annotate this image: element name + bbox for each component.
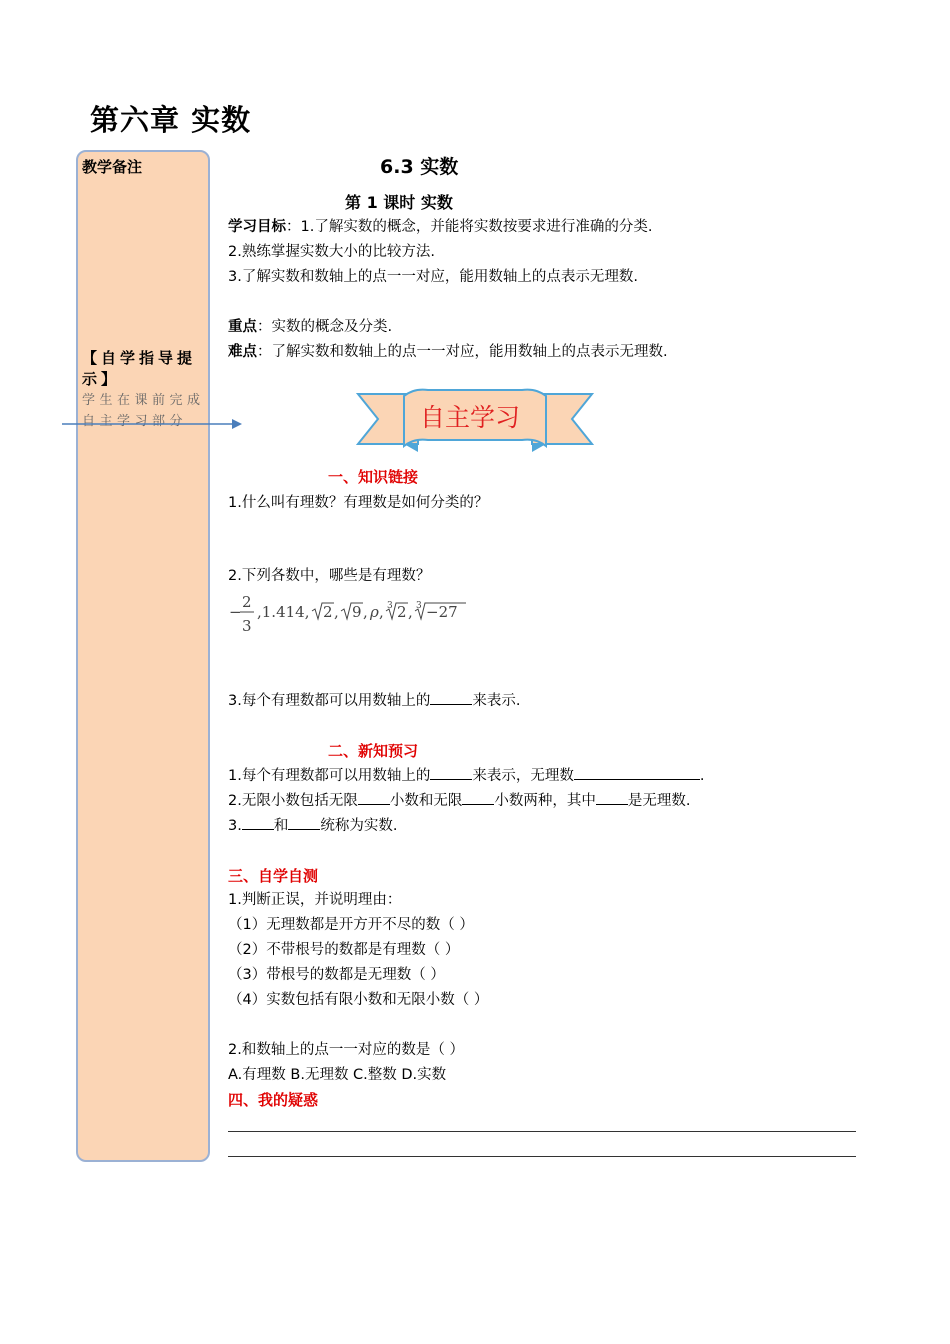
answer-line[interactable] [228,1156,856,1157]
svg-text:ρ: ρ [370,603,379,621]
part1-question-3 [228,690,520,712]
part1-heading: 一、知识链接 [328,468,419,486]
lesson-title: 第 1 课时 实数 [345,193,453,212]
svg-text:,1.414,: ,1.414, [257,603,310,621]
svg-text:−: − [229,603,242,621]
section-title: 6.3 实数 [380,156,459,178]
svg-text:,: , [408,603,413,621]
part2-heading: 二、新知预习 [328,742,419,760]
difficulty-label: 难点 [228,344,257,360]
part2-q2-part-d: 是无理数. [627,793,691,809]
true-false-statement-4: （4）实数包括有限小数和无限小数（ ） [228,992,489,1008]
fill-in-blank[interactable] [242,815,274,830]
fill-in-blank[interactable] [288,815,320,830]
svg-text:2: 2 [323,603,333,621]
part2-q1-end: . [699,768,705,784]
true-false-statement-1: （1）无理数都是开方开不尽的数（ ） [228,917,474,933]
part1-q3-end: 来表示. [472,693,521,709]
part2-q2-part-a: 2.无限小数包括无限 [228,793,358,809]
number-list-formula [228,590,488,636]
objective-2: 2.熟练掌握实数大小的比较方法. [228,244,435,260]
fill-in-blank[interactable] [574,765,700,780]
part2-q3-part-b: 和 [273,818,289,834]
part2-q3-part-a: 3. [228,818,242,834]
part2-q1-start: 1.每个有理数都可以用数轴上的 [228,768,431,784]
difficulty-text: ：了解实数和数轴上的点一一对应，能用数轴上的点表示无理数. [257,344,668,360]
teaching-notes-heading: 教学备注 [82,158,143,176]
svg-text:9: 9 [352,603,362,621]
svg-text:,: , [334,603,339,621]
part2-q2-part-c: 小数两种，其中 [494,793,596,809]
true-false-statement-3: （3）带根号的数都是无理数（ ） [228,967,445,983]
fill-in-blank[interactable] [462,790,494,805]
arrow-right-icon [62,417,242,431]
answer-line[interactable] [228,1131,856,1132]
fill-in-blank[interactable] [358,790,390,805]
objective-1 [228,216,652,238]
fill-in-blank[interactable] [596,790,628,805]
svg-text:3: 3 [242,617,252,635]
part2-q2-part-b: 小数和无限 [389,793,463,809]
part1-q3-start: 3.每个有理数都可以用数轴上的 [228,693,431,709]
svg-text:−27: −27 [426,603,458,621]
svg-text:,: , [379,603,384,621]
key-point-label: 重点 [228,319,257,335]
part1-question-2: 2.下列各数中，哪些是有理数？ [228,568,431,584]
answer-options: A.有理数 B.无理数 C.整数 D.实数 [228,1067,447,1083]
objective-3: 3.了解实数和数轴上的点一一对应，能用数轴上的点表示无理数. [228,269,638,285]
chapter-title: 第六章 实数 [90,103,252,137]
part1-question-1: 1.什么叫有理数？有理数是如何分类的？ [228,495,489,511]
part3-question-1: 1.判断正误，并说明理由： [228,892,402,908]
objective-1-text: ：1.了解实数的概念，并能将实数按要求进行准确的分类. [286,219,653,235]
objectives-label: 学习目标 [228,219,286,235]
svg-text:2: 2 [242,593,252,611]
part2-q3-part-c: 统称为实数. [320,818,398,834]
part2-question-2 [228,790,690,812]
fill-in-blank[interactable] [430,690,472,705]
banner-label: 自主学习 [419,403,520,432]
difficulty [228,341,668,363]
teaching-notes-panel [76,150,210,1162]
part2-question-3 [228,815,397,837]
svg-text:3: 3 [387,601,393,611]
self-study-tip-text: 学生在课前完成自主学习部分 [82,393,205,429]
key-point [228,316,392,338]
fill-in-blank[interactable] [430,765,472,780]
svg-text:2: 2 [397,603,407,621]
true-false-statement-2: （2）不带根号的数都是有理数（ ） [228,942,460,958]
part3-question-2: 2.和数轴上的点一一对应的数是（ ） [228,1042,464,1058]
part4-heading: 四、我的疑惑 [228,1091,319,1109]
part2-q1-middle: 来表示，无理数 [472,768,574,784]
self-study-tip-title: 【自学指导提示】 [82,349,197,388]
svg-text:,: , [363,603,368,621]
part3-heading: 三、自学自测 [228,867,319,885]
svg-text:3: 3 [416,601,422,611]
part2-question-1 [228,765,704,787]
key-point-text: ：实数的概念及分类. [257,319,393,335]
